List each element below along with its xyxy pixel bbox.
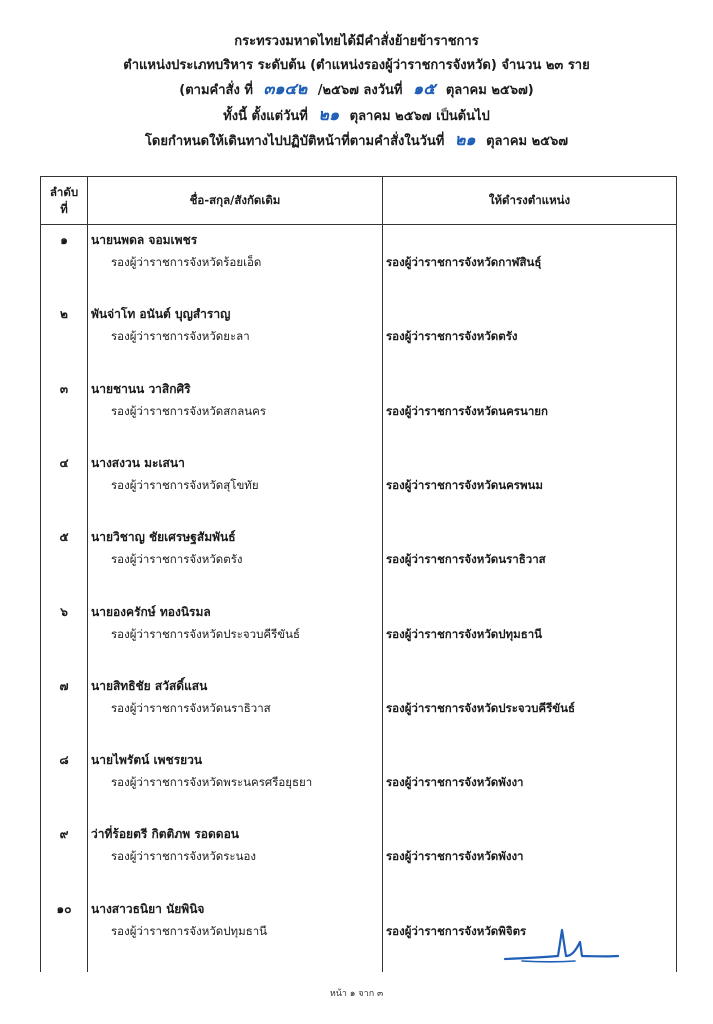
table-row: [41, 448, 676, 518]
new-position: รองผู้ว่าราชการจังหวัดนครพนม: [386, 477, 544, 492]
original-position: รองผู้ว่าราชการจังหวัดนราธิวาส: [111, 700, 271, 715]
effective-day-handwritten: ๒๑: [318, 104, 340, 124]
header-line-5: [0, 128, 713, 154]
header-line-3: [0, 77, 713, 103]
new-position: รองผู้ว่าราชการจังหวัดพังงา: [386, 849, 524, 864]
person-name: นายนพดล จอมเพชร: [91, 233, 198, 247]
order-day-handwritten: ๑๕: [413, 79, 436, 98]
row-number: ๑๐: [56, 901, 72, 916]
original-position: รองผู้ว่าราชการจังหวัดพระนครศรีอยุธยา: [111, 775, 313, 790]
report-day-handwritten: ๒๑: [454, 130, 476, 149]
person-name: นายชานน วาสิกศิริ: [91, 381, 191, 396]
table-row: [41, 597, 676, 667]
row-number: ๖: [60, 604, 68, 619]
order-number-handwritten: ๓๑๔๒: [263, 79, 308, 98]
person-name: ว่าที่ร้อยตรี กิตติภพ รอดดอน: [91, 827, 239, 842]
person-name: พันจ่าโท อนันต์ บุญสำราญ: [91, 307, 231, 322]
table-row: [41, 299, 676, 369]
row-number: ๒: [60, 307, 68, 322]
person-name: นางสาวธนิยา นัยพินิจ: [91, 901, 205, 916]
person-name: นายไพรัตน์ เพชรยวน: [91, 753, 203, 768]
row-number: ๓: [59, 381, 69, 396]
original-position: รองผู้ว่าราชการจังหวัดปทุมธานี: [111, 923, 268, 938]
table-row: [41, 671, 676, 741]
order-mid: /๒๕๖๗ ลงวันที่: [317, 83, 403, 98]
original-position: รองผู้ว่าราชการจังหวัดระนอง: [111, 849, 256, 864]
effective-prefix: ทั้งนี้ ตั้งแต่วันที่: [223, 108, 308, 124]
person-name: นายวิชาญ ชัยเศรษฐสัมพันธ์: [91, 530, 236, 545]
table-row: [41, 374, 676, 444]
new-position: รองผู้ว่าราชการจังหวัดประจวบคีรีขันธ์: [386, 700, 576, 715]
original-position: รองผู้ว่าราชการจังหวัดสกลนคร: [111, 403, 267, 418]
transfer-table: [40, 176, 677, 972]
order-suffix: ตุลาคม ๒๕๖๗): [445, 83, 534, 98]
original-position: รองผู้ว่าราชการจังหวัดตรัง: [111, 552, 243, 567]
new-position: รองผู้ว่าราชการจังหวัดนราธิวาส: [386, 552, 546, 567]
original-position: รองผู้ว่าราชการจังหวัดสุโขทัย: [111, 477, 259, 492]
new-position: รองผู้ว่าราชการจังหวัดพังงา: [386, 775, 524, 790]
document-header: [0, 30, 713, 154]
table-row: [41, 745, 676, 815]
person-name: นางสงวน มะเสนา: [91, 455, 185, 470]
table-row: [41, 819, 676, 889]
table-row: [41, 522, 676, 592]
column-header-name: ชื่อ-สกุล/สังกัดเดิม: [189, 193, 281, 207]
effective-suffix: ตุลาคม ๒๕๖๗ เป็นต้นไป: [349, 108, 490, 124]
row-number: ๘: [59, 753, 69, 768]
header-line-2: ตำแหน่งประเภทบริหาร ระดับต้น (ตำแหน่งรองผู้ว่าราชการจังหวัด) จำนวน ๒๓ ราย: [123, 57, 590, 73]
new-position: รองผู้ว่าราชการจังหวัดตรัง: [386, 329, 518, 344]
page-number: หน้า ๑ จาก ๓: [329, 989, 384, 999]
header-line-1: กระทรวงมหาดไทยได้มีคำสั่งย้ายข้าราชการ: [234, 34, 479, 49]
new-position: รองผู้ว่าราชการจังหวัดปทุมธานี: [386, 626, 543, 641]
table-row: [41, 225, 676, 295]
new-position: รองผู้ว่าราชการจังหวัดนครนายก: [386, 403, 548, 418]
column-header-new-position: ให้ดำรงตำแหน่ง: [488, 193, 571, 207]
original-position: รองผู้ว่าราชการจังหวัดประจวบคีรีขันธ์: [111, 626, 301, 641]
header-line-4: [0, 103, 713, 129]
row-number: ๑: [60, 233, 68, 247]
row-number: ๗: [59, 678, 69, 693]
original-position: รองผู้ว่าราชการจังหวัดร้อยเอ็ด: [111, 255, 262, 269]
order-prefix: (ตามคำสั่ง ที่: [179, 83, 253, 98]
new-position: รองผู้ว่าราชการจังหวัดพิจิตร: [386, 923, 527, 938]
report-prefix: โดยกำหนดให้เดินทางไปปฏิบัติหน้าที่ตามคำสั่งในวันที่: [144, 134, 445, 149]
report-suffix: ตุลาคม ๒๕๖๗: [486, 134, 569, 149]
handwritten-signature: [500, 912, 620, 972]
column-header-order: ลำดับ ที่: [49, 184, 79, 216]
row-number: ๕: [59, 530, 69, 545]
person-name: นายองครักษ์ ทองนิรมล: [91, 604, 211, 619]
new-position: รองผู้ว่าราชการจังหวัดกาฬสินธุ์: [386, 255, 542, 269]
person-name: นายสิทธิชัย สวัสดิ์แสน: [91, 678, 208, 693]
row-number: ๔: [59, 455, 69, 470]
original-position: รองผู้ว่าราชการจังหวัดยะลา: [111, 329, 250, 344]
row-number: ๙: [59, 827, 69, 842]
